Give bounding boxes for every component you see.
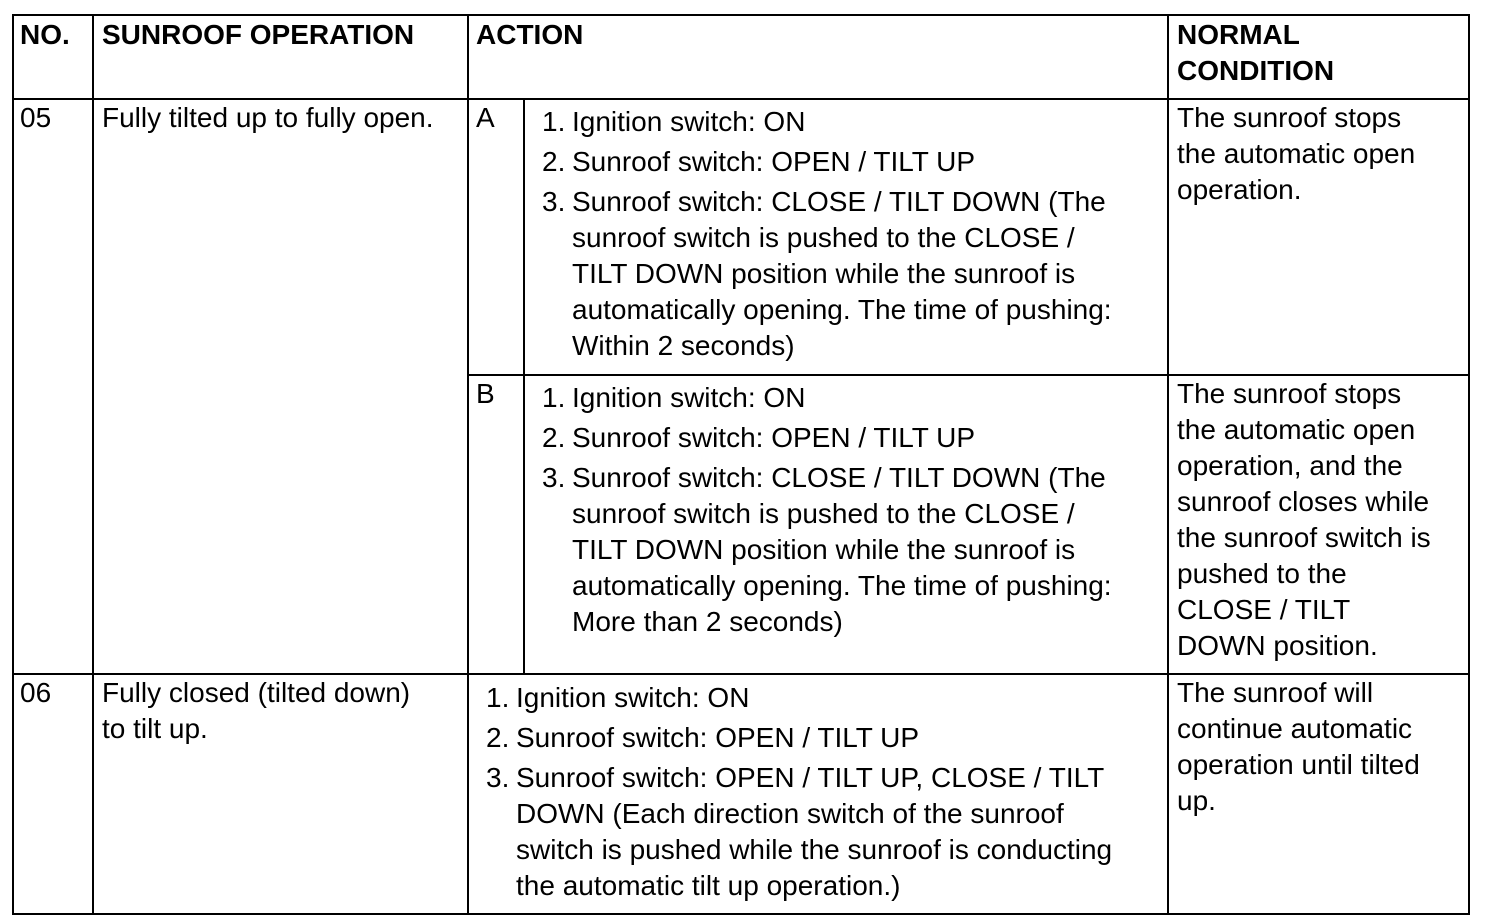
- step-text: DOWN (Each direction switch of the sunroof: [516, 798, 1064, 829]
- normal-condition-line: the automatic open: [1177, 414, 1416, 445]
- table-rule: [1468, 14, 1470, 915]
- row-number: 06: [20, 677, 52, 708]
- step-text: Sunroof switch: CLOSE / TILT DOWN (The: [572, 186, 1106, 217]
- step-text: More than 2 seconds): [572, 606, 843, 637]
- row-number: 05: [20, 102, 52, 133]
- step-text: Ignition switch: ON: [572, 382, 806, 413]
- step-number: 3.: [542, 186, 566, 217]
- step-text: Sunroof switch: OPEN / TILT UP: [572, 146, 976, 177]
- normal-condition-line: continue automatic: [1177, 713, 1413, 744]
- normal-condition-line: DOWN position.: [1177, 630, 1378, 661]
- normal-condition: [1177, 376, 1431, 664]
- normal-condition: [1177, 675, 1420, 819]
- step-text: sunroof switch is pushed to the CLOSE /: [572, 498, 1075, 529]
- sunroof-operation-line: Fully closed (tilted down): [102, 677, 411, 708]
- step-number: 2.: [486, 722, 510, 753]
- normal-condition-line: the sunroof switch is: [1177, 522, 1431, 553]
- step-number: 1.: [486, 682, 510, 713]
- step-text: TILT DOWN position while the sunroof is: [572, 534, 1076, 565]
- normal-condition: [1177, 100, 1415, 208]
- step-number: 2.: [542, 422, 566, 453]
- normal-condition-line: operation, and the: [1177, 450, 1403, 481]
- step-number: 1.: [542, 106, 566, 137]
- table-rule: [1167, 14, 1169, 915]
- step-number: 3.: [542, 462, 566, 493]
- step-text: TILT DOWN position while the sunroof is: [572, 258, 1076, 289]
- normal-condition-line: The sunroof will: [1177, 677, 1374, 708]
- normal-condition-line: sunroof closes while: [1177, 486, 1430, 517]
- normal-condition-line: operation until tilted: [1177, 749, 1420, 780]
- step-text: automatically opening. The time of pushing:: [572, 294, 1112, 325]
- table-rule: [12, 913, 1470, 915]
- header-sunroof-operation: SUNROOF OPERATION: [102, 19, 415, 50]
- action-step: [525, 104, 1112, 140]
- step-text: switch is pushed while the sunroof is conducting: [516, 834, 1113, 865]
- sunroof-operation: Fully tilted up to fully open.: [102, 102, 434, 133]
- action-steps: [525, 380, 1112, 644]
- step-number: 2.: [542, 146, 566, 177]
- step-number: 3.: [486, 762, 510, 793]
- header-action: ACTION: [476, 19, 584, 50]
- normal-condition-line: The sunroof stops: [1177, 102, 1402, 133]
- table-rule: [12, 14, 14, 915]
- normal-condition-line: The sunroof stops: [1177, 378, 1402, 409]
- normal-condition-line: the automatic open: [1177, 138, 1416, 169]
- action-step: [525, 184, 1112, 364]
- sunroof-operation-line: to tilt up.: [102, 713, 208, 744]
- step-text: Ignition switch: ON: [516, 682, 750, 713]
- step-text: sunroof switch is pushed to the CLOSE /: [572, 222, 1075, 253]
- step-text: Sunroof switch: OPEN / TILT UP: [516, 722, 920, 753]
- action-step: [525, 144, 1112, 180]
- action-steps: [469, 680, 1112, 908]
- step-text: Within 2 seconds): [572, 330, 795, 361]
- step-number: 1.: [542, 382, 566, 413]
- action-steps: [525, 104, 1112, 368]
- action-step: [469, 680, 1112, 716]
- header-normal-line: NORMAL: [1177, 19, 1300, 50]
- normal-condition-line: up.: [1177, 785, 1216, 816]
- header-normal-condition: [1177, 17, 1334, 89]
- step-text: Ignition switch: ON: [572, 106, 806, 137]
- step-text: automatically opening. The time of pushing:: [572, 570, 1112, 601]
- step-text: Sunroof switch: OPEN / TILT UP, CLOSE / TILT: [516, 762, 1105, 793]
- sunroof-operation: [102, 675, 410, 747]
- table-rule: [12, 14, 1470, 16]
- header-normal-line: CONDITION: [1177, 55, 1335, 86]
- step-text: the automatic tilt up operation.): [516, 870, 901, 901]
- action-step: [525, 420, 1112, 456]
- step-text: Sunroof switch: OPEN / TILT UP: [572, 422, 976, 453]
- header-no: NO.: [20, 19, 70, 50]
- normal-condition-line: operation.: [1177, 174, 1302, 205]
- step-text: Sunroof switch: CLOSE / TILT DOWN (The: [572, 462, 1106, 493]
- action-step: [469, 720, 1112, 756]
- action-sub-label: A: [476, 102, 495, 133]
- action-step: [469, 760, 1112, 904]
- action-sub-label: B: [476, 378, 495, 409]
- normal-condition-line: CLOSE / TILT: [1177, 594, 1351, 625]
- normal-condition-line: pushed to the: [1177, 558, 1347, 589]
- action-step: [525, 460, 1112, 640]
- table-rule: [92, 14, 94, 915]
- action-step: [525, 380, 1112, 416]
